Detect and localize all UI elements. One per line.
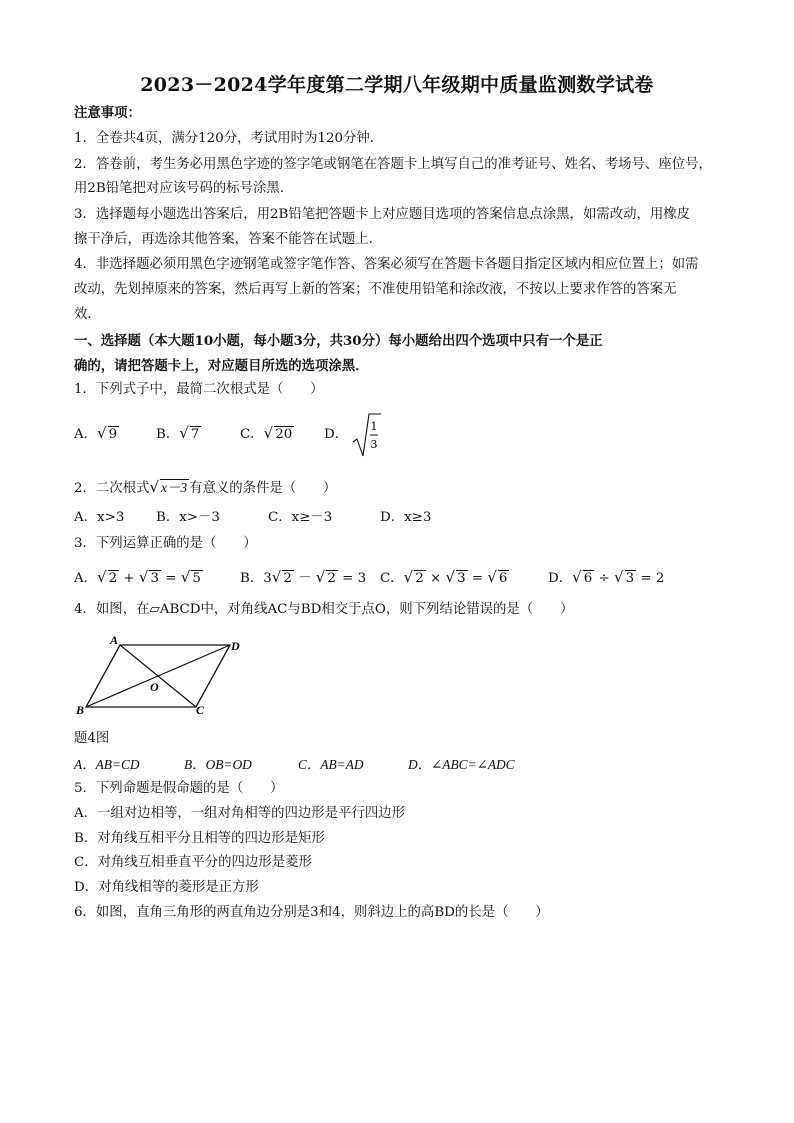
question-2-stem: 2．二次根式√ x－3 有意义的条件是（ ） — [74, 478, 337, 496]
page-title: 2023－2024学年度第二学期八年级期中质量监测数学试卷 — [140, 74, 654, 96]
option-a: A．√ 9 — [74, 424, 118, 442]
option-c: C．√ 20 — [240, 424, 293, 442]
notice-line: 2．答卷前，考生务必用黑色字迹的签字笔或钢笔在答题卡上填写自己的准考证号、姓名、考场号、座位号， — [74, 157, 712, 172]
question-3-stem: 3．下列运算正确的是（ ） — [74, 536, 257, 551]
option-a: A．√ 2 + √ 3 = √ 5 — [74, 568, 201, 586]
option-d: D．∠ABC=∠ADC — [408, 757, 515, 772]
point-label-o: O — [150, 680, 159, 694]
notice-line: 擦干净后，再选涂其他答案，答案不能答在试题上． — [74, 232, 382, 247]
option-d: D．√ 6 ÷ √ 3 = 2 — [548, 568, 665, 586]
option-a: A．一组对边相等，一组对角相等的四边形是平行四边形 — [74, 806, 406, 821]
question-6-stem: 6．如图，直角三角形的两直角边分别是3和4，则斜边上的高BD的长是（ ） — [74, 905, 549, 920]
notice-line: 4．非选择题必须用黑色字迹钢笔或签字笔作答、答案必须写在答题卡各题目指定区域内相应位置上；如需 — [74, 257, 699, 272]
option-c: C．√ 2 × √ 3 = √ 6 — [380, 568, 508, 586]
option-b: B．√ 7 — [156, 424, 200, 442]
option-d: D．对角线相等的菱形是正方形 — [74, 880, 259, 895]
point-label-d: D — [231, 639, 240, 653]
option-a: A．x>3 — [74, 510, 125, 525]
notice-line: 效． — [74, 307, 101, 322]
notice-line: 3．选择题每小题选出答案后，用2B铅笔把答题卡上对应题目选项的答案信息点涂黑，如需改动，用橡皮 — [74, 207, 691, 222]
radicand: x－3 — [161, 480, 188, 495]
notice-line: 用2B铅笔把对应该号码的标号涂黑． — [74, 181, 294, 196]
point-label-c: C — [196, 703, 205, 717]
question-5-stem: 5．下列命题是假命题的是（ ） — [74, 781, 284, 796]
option-c: C．AB=AD — [298, 757, 364, 772]
option-b: B．x>－3 — [156, 510, 220, 525]
section-heading: 确的，请把答题卡上，对应题目所选的选项涂黑． — [74, 358, 369, 374]
notice-line: 改动，先划掉原来的答案，然后再写上新的答案；不准使用铅笔和涂改液，不按以上要求作答的答案无 — [74, 282, 677, 297]
option-c: C．x≥－3 — [268, 510, 333, 525]
option-c: C．对角线互相垂直平分的四边形是菱形 — [74, 855, 312, 870]
point-label-b: B — [76, 703, 85, 717]
notice-line: 1．全卷共4页，满分120分，考试用时为120分钟． — [74, 131, 384, 146]
option-b: B．3√ 2 － √ 2 = 3 — [240, 568, 367, 586]
section-heading: 一、选择题（本大题10小题，每小题3分，共30分）每小题给出四个选项中只有一个是正 — [74, 333, 603, 349]
option-b: B．对角线互相平分且相等的四边形是矩形 — [74, 831, 325, 846]
notice-heading: 注意事项： — [74, 105, 141, 121]
point-label-a: A — [110, 633, 119, 647]
option-b: B．OB=OD — [184, 757, 252, 772]
option-d: D． 1 3 — [324, 412, 382, 458]
fraction-numerator: 1 — [370, 420, 378, 433]
radical-sign-icon — [352, 412, 382, 458]
option-a: A．AB=CD — [74, 757, 140, 772]
question-4-stem: 4．如图，在▱ABCD中，对角线AC与BD相交于点O，则下列结论错误的是（ ） — [74, 602, 574, 617]
option-d: D．x≥3 — [380, 510, 432, 525]
question-1-stem: 1．下列式子中，最简二次根式是（ ） — [74, 382, 324, 397]
parallelogram-figure — [78, 632, 248, 718]
fraction-denominator: 3 — [370, 438, 378, 451]
diagonal-bd — [86, 645, 230, 707]
figure-caption: 题4图 — [74, 731, 110, 746]
